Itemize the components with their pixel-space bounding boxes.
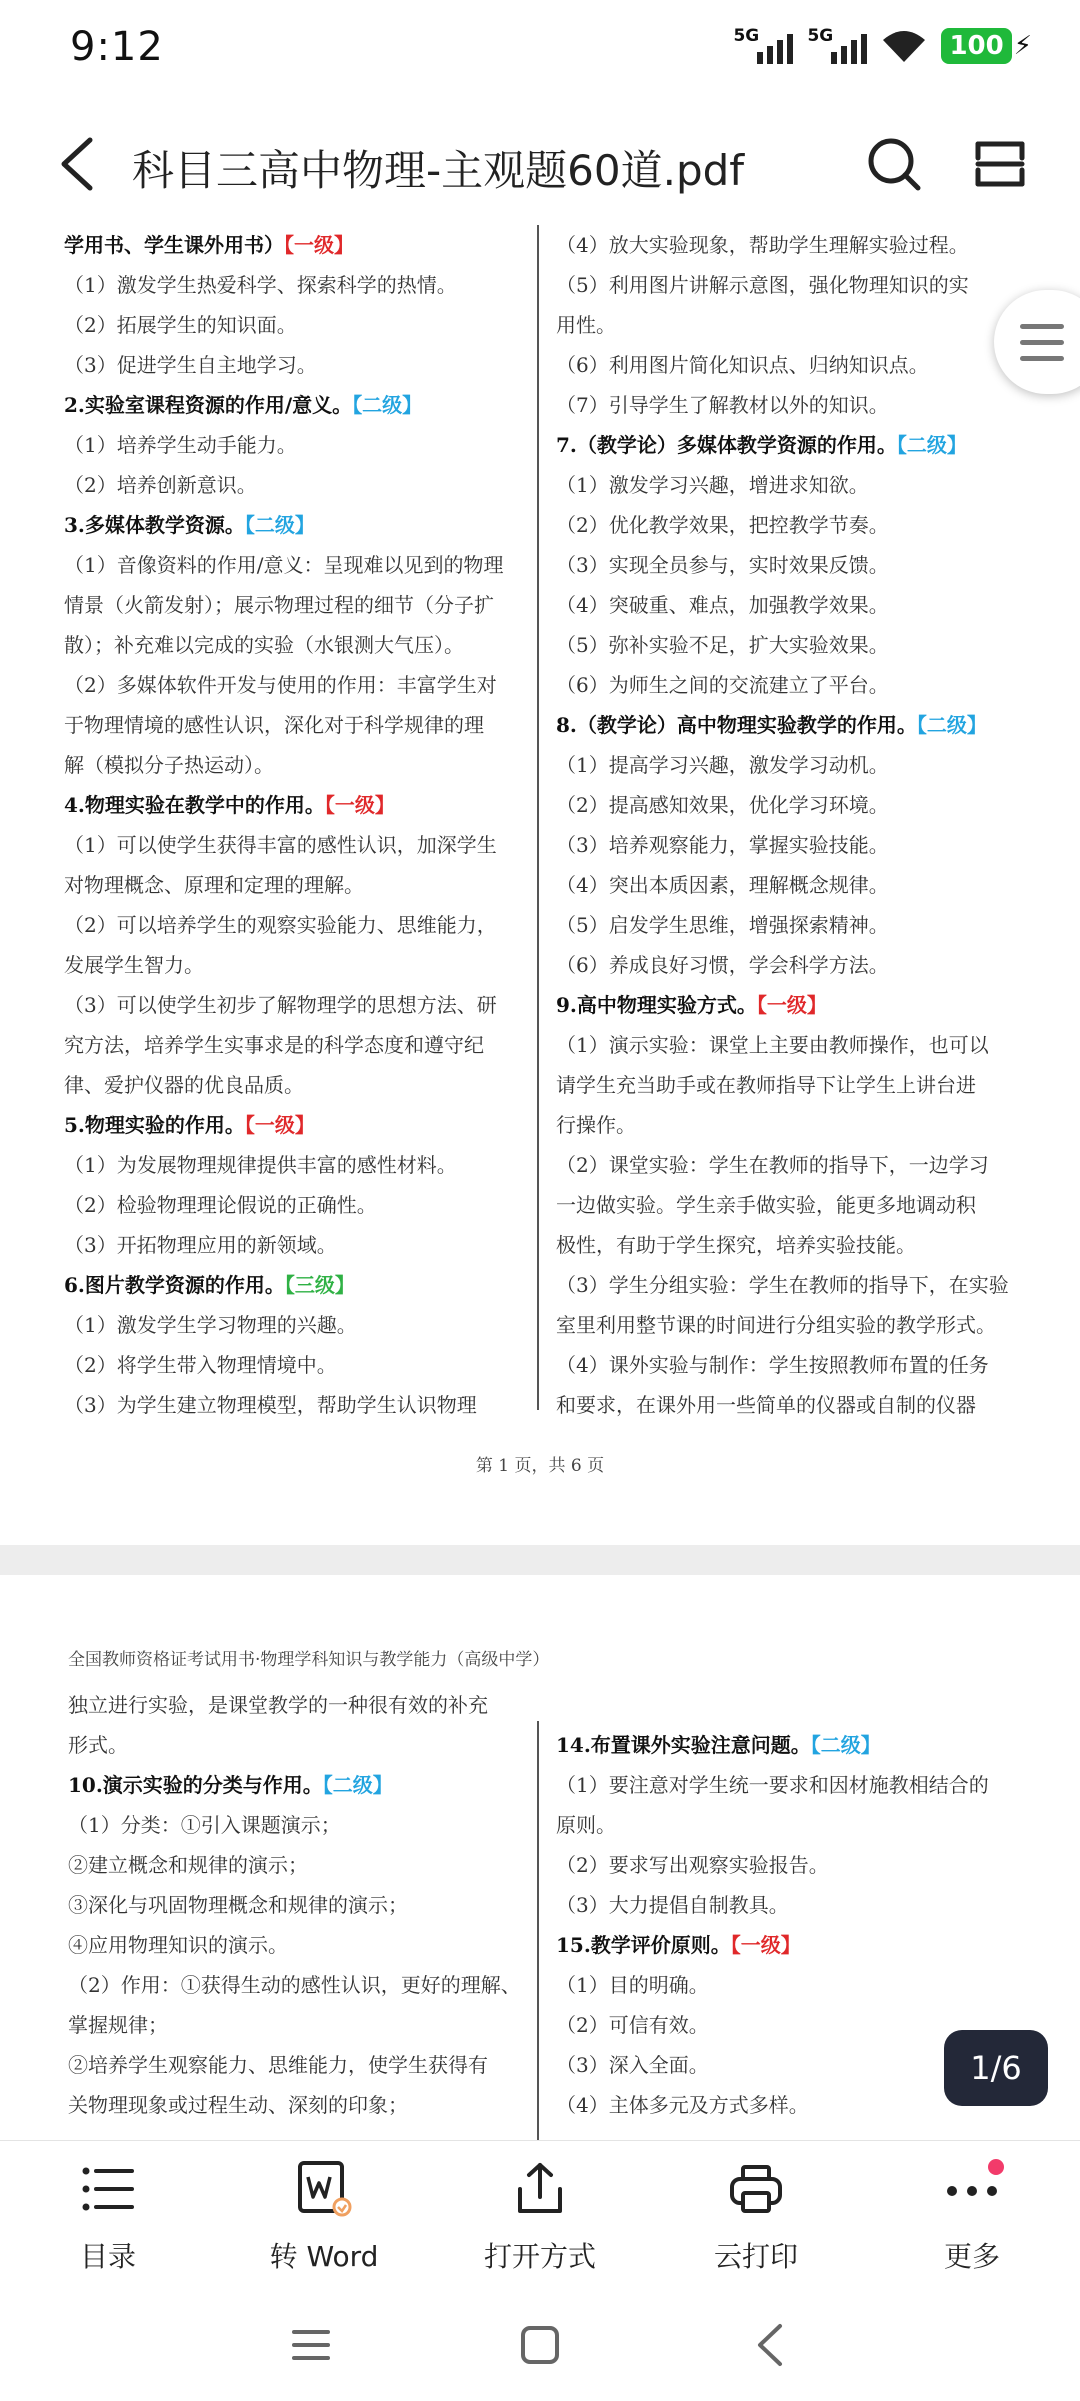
- line-text: 14.布置课外实验注意问题。: [556, 1733, 811, 1757]
- text-line: [556, 1225, 1026, 1265]
- text-line: [556, 585, 1026, 625]
- line-text: ②建立概念和规律的演示；: [68, 1853, 308, 1877]
- line-text: （2）课堂实验：学生在教师的指导下，一边学习: [556, 1153, 989, 1177]
- question-heading: [556, 1725, 1026, 1765]
- line-text: （1）音像资料的作用/意义：呈现难以见到的物理: [64, 553, 504, 577]
- level-tag: 【二级】: [896, 433, 967, 457]
- charging-icon: ⚡: [1013, 31, 1032, 61]
- wifi-icon: [881, 28, 927, 64]
- text-line: [64, 425, 526, 465]
- share-upload-icon: [510, 2159, 570, 2219]
- column-divider: [537, 225, 539, 1410]
- line-text: （1）目的明确。: [556, 1973, 709, 1997]
- level-tag: 【二级】: [916, 713, 987, 737]
- text-line: [64, 305, 526, 345]
- line-text: （5）启发学生思维，增强探索精神。: [556, 913, 889, 937]
- line-text: 对物理概念、原理和定理的理解。: [64, 873, 364, 897]
- sim1-label: 5G: [733, 26, 760, 46]
- line-text: （3）开拓物理应用的新领域。: [64, 1233, 337, 1257]
- text-line: [556, 1845, 1026, 1885]
- printer-icon: [726, 2159, 786, 2219]
- question-heading: [556, 705, 1026, 745]
- line-text: （2）可以培养学生的观察实验能力、思维能力，: [64, 913, 497, 937]
- text-line: [68, 1925, 530, 1965]
- text-line: [64, 665, 526, 705]
- text-line: [64, 545, 526, 585]
- toc-button[interactable]: [28, 2159, 188, 2284]
- fold-screen-icon[interactable]: [974, 138, 1026, 190]
- text-line: [64, 865, 526, 905]
- text-line: [556, 1345, 1026, 1385]
- question-heading: [64, 1105, 526, 1145]
- recent-apps-icon[interactable]: [286, 2320, 336, 2370]
- line-text: 极性，有助于学生探究，培养实验技能。: [556, 1233, 916, 1257]
- text-line: [64, 1225, 526, 1265]
- line-text: 3.多媒体教学资源。: [64, 513, 245, 537]
- text-line: [64, 1065, 526, 1105]
- line-text: 用性。: [556, 313, 616, 337]
- page-footer: 第 1 页，共 6 页: [475, 1456, 605, 1476]
- column-divider: [537, 1721, 539, 2140]
- line-text: （2）多媒体软件开发与使用的作用：丰富学生对: [64, 673, 497, 697]
- line-text: 9.高中物理实验方式。: [556, 993, 757, 1017]
- line-text: （1）分类：①引入课题演示；: [68, 1813, 341, 1837]
- line-text: （5）利用图片讲解示意图，强化物理知识的实: [556, 273, 969, 297]
- text-line: [556, 945, 1026, 985]
- text-line: [64, 585, 526, 625]
- line-text: （1）激发学习兴趣，增进求知欲。: [556, 473, 869, 497]
- line-text: （6）为师生之间的交流建立了平台。: [556, 673, 889, 697]
- line-text: 2.实验室课程资源的作用/意义。: [64, 393, 353, 417]
- level-tag: 【二级】: [352, 393, 423, 417]
- text-line: [556, 545, 1026, 585]
- level-tag: 【一级】: [244, 1113, 315, 1137]
- status-bar: [0, 0, 1080, 100]
- line-text: 室里利用整节课的时间进行分组实验的教学形式。: [556, 1313, 996, 1337]
- line-text: （1）要注意对学生统一要求和因材施教相结合的: [556, 1773, 989, 1797]
- text-line: [556, 865, 1026, 905]
- page-indicator: 1/6: [944, 2030, 1048, 2106]
- text-line: [64, 1385, 526, 1425]
- text-line: [68, 1845, 530, 1885]
- text-line: [556, 1885, 1026, 1925]
- page1-right-column: [556, 225, 1026, 1425]
- sim2-label: 5G: [807, 26, 834, 46]
- level-tag: 【一级】: [730, 1933, 801, 1957]
- line-text: （1）演示实验：课堂上主要由教师操作，也可以: [556, 1033, 989, 1057]
- status-icons: [733, 26, 1032, 66]
- open-with-label: 打开方式: [483, 2240, 596, 2273]
- line-text: 关物理现象或过程生动、深刻的印象；: [68, 2093, 408, 2117]
- line-text: （2）作用：①获得生动的感性认识，更好的理解、: [68, 1973, 521, 1997]
- question-heading: [556, 1925, 1026, 1965]
- line-text: ③深化与巩固物理概念和规律的演示；: [68, 1893, 408, 1917]
- line-text: 独立进行实验，是课堂教学的一种很有效的补充: [68, 1693, 488, 1717]
- line-text: （2）可信有效。: [556, 2013, 709, 2037]
- line-text: （5）弥补实验不足，扩大实验效果。: [556, 633, 889, 657]
- line-text: 和要求，在课外用一些简单的仪器或自制的仪器: [556, 1393, 976, 1417]
- text-line: [556, 1065, 1026, 1105]
- more-label: 更多: [943, 2240, 1000, 2273]
- back-arrow-icon[interactable]: [56, 136, 100, 192]
- app-bar: [0, 100, 1080, 225]
- line-text: （1）提高学习兴趣，激发学习动机。: [556, 753, 889, 777]
- line-text: （2）要求写出观察实验报告。: [556, 1853, 829, 1877]
- text-line: [64, 945, 526, 985]
- line-text: 请学生充当助手或在教师指导下让学生上讲台进: [556, 1073, 976, 1097]
- line-text: [556, 1693, 562, 1717]
- level-tag: 【三级】: [284, 1273, 355, 1297]
- text-line: [556, 1185, 1026, 1225]
- level-tag: 【一级】: [756, 993, 827, 1017]
- pdf-page-1: [0, 225, 1080, 1545]
- line-text: （2）培养创新意识。: [64, 473, 257, 497]
- battery-icon: [941, 28, 1032, 64]
- text-line: [556, 1305, 1026, 1345]
- text-line: [64, 985, 526, 1025]
- line-text: （3）深入全面。: [556, 2053, 709, 2077]
- text-line: [68, 1965, 530, 2005]
- signal-5g-icon: [733, 26, 793, 66]
- text-line: [556, 465, 1026, 505]
- line-text: 5.物理实验的作用。: [64, 1113, 245, 1137]
- open-with-button[interactable]: [460, 2159, 620, 2284]
- text-line: [556, 1765, 1026, 1805]
- level-tag: 【二级】: [322, 1773, 393, 1797]
- list-icon: [78, 2159, 138, 2219]
- line-text: 于物理情境的感性认识，深化对于科学规律的理: [64, 713, 484, 737]
- home-icon[interactable]: [515, 2320, 565, 2370]
- level-tag: 【二级】: [810, 1733, 881, 1757]
- line-text: （1）培养学生动手能力。: [64, 433, 297, 457]
- text-line: [556, 825, 1026, 865]
- line-text: （1）激发学生学习物理的兴趣。: [64, 1313, 357, 1337]
- text-line: [64, 745, 526, 785]
- line-text: （2）拓展学生的知识面。: [64, 313, 297, 337]
- line-text: 行操作。: [556, 1113, 636, 1137]
- text-line: [556, 905, 1026, 945]
- text-line: [556, 1025, 1026, 1065]
- text-line: [556, 385, 1026, 425]
- text-line: [68, 1685, 530, 1725]
- line-text: （3）学生分组实验：学生在教师的指导下，在实验: [556, 1273, 1009, 1297]
- system-nav-bar: [0, 2290, 1080, 2401]
- line-text: 10.演示实验的分类与作用。: [68, 1773, 323, 1797]
- text-line: [556, 305, 1026, 345]
- level-tag: 【二级】: [244, 513, 315, 537]
- line-text: 15.教学评价原则。: [556, 1933, 731, 1957]
- text-line: [556, 225, 1026, 265]
- text-line: [64, 465, 526, 505]
- question-heading: [64, 225, 526, 265]
- text-line: [64, 345, 526, 385]
- line-text: （6）养成良好习惯，学会科学方法。: [556, 953, 889, 977]
- text-line: [556, 745, 1026, 785]
- level-tag: 【一级】: [284, 233, 354, 257]
- text-line: [64, 705, 526, 745]
- line-text: 4.物理实验在教学中的作用。: [64, 793, 325, 817]
- text-line: [64, 1345, 526, 1385]
- text-line: [68, 2005, 530, 2045]
- more-button[interactable]: [892, 2159, 1052, 2284]
- text-line: [556, 1265, 1026, 1305]
- question-heading: [64, 505, 526, 545]
- line-text: （2）检验物理理论假说的正确性。: [64, 1193, 377, 1217]
- question-heading: [68, 1765, 530, 1805]
- line-text: （1）可以使学生获得丰富的感性认识，加深学生: [64, 833, 497, 857]
- text-line: [68, 1725, 530, 1765]
- line-text: 8.（教学论）高中物理实验教学的作用。: [556, 713, 917, 737]
- page1-left-column: [64, 225, 526, 1425]
- question-heading: [556, 985, 1026, 1025]
- text-line: [556, 1105, 1026, 1145]
- text-line: [68, 2045, 530, 2085]
- question-heading: [64, 1265, 526, 1305]
- line-text: 7.（教学论）多媒体教学资源的作用。: [556, 433, 897, 457]
- line-text: 6.图片教学资源的作用。: [64, 1273, 285, 1297]
- text-line: [68, 1885, 530, 1925]
- text-line: [556, 265, 1026, 305]
- question-heading: [556, 425, 1026, 465]
- battery-level: 100: [941, 28, 1011, 64]
- line-text: （3）促进学生自主地学习。: [64, 353, 317, 377]
- line-text: （4）突破重、难点，加强教学效果。: [556, 593, 889, 617]
- text-line: [556, 665, 1026, 705]
- line-text: 发展学生智力。: [64, 953, 204, 977]
- question-heading: [64, 385, 526, 425]
- line-text: （4）突出本质因素，理解概念规律。: [556, 873, 889, 897]
- back-icon[interactable]: [746, 2320, 796, 2370]
- line-text: 解（模拟分子热运动）。: [64, 753, 274, 777]
- line-text: ②培养学生观察能力、思维能力，使学生获得有: [68, 2053, 488, 2077]
- text-line: [64, 1305, 526, 1345]
- text-line: [556, 345, 1026, 385]
- line-text: 律、爱护仪器的优良品质。: [64, 1073, 304, 1097]
- line-text: （3）为学生建立物理模型，帮助学生认识物理: [64, 1393, 477, 1417]
- line-text: 究方法，培养学生实事求是的科学态度和遵守纪: [64, 1033, 484, 1057]
- line-text: （3）培养观察能力，掌握实验技能。: [556, 833, 889, 857]
- line-text: （4）主体多元及方式多样。: [556, 2093, 809, 2117]
- page2-left-column: [68, 1685, 530, 2125]
- level-tag: 【一级】: [324, 793, 395, 817]
- line-text: （4）课外实验与制作：学生按照教师布置的任务: [556, 1353, 989, 1377]
- page-header: 全国教师资格证考试用书·物理学科知识与教学能力（高级中学）: [68, 1650, 550, 1670]
- line-text: 散）；补充难以完成的实验（水银测大气压）。: [64, 633, 464, 657]
- line-text: 掌握规律；: [68, 2013, 168, 2037]
- line-text: （7）引导学生了解教材以外的知识。: [556, 393, 889, 417]
- notification-dot: [988, 2159, 1004, 2175]
- line-text: 原则。: [556, 1813, 616, 1837]
- question-heading: [64, 785, 526, 825]
- line-text: （1）激发学生热爱科学、探索科学的热情。: [64, 273, 457, 297]
- text-line: [556, 1685, 1026, 1725]
- text-line: [68, 1805, 530, 1845]
- text-line: [556, 1965, 1026, 2005]
- line-text: （3）实现全员参与，实时效果反馈。: [556, 553, 889, 577]
- convert-word-label: 转 Word: [269, 2240, 379, 2273]
- line-text: 形式。: [68, 1733, 128, 1757]
- line-text: （6）利用图片简化知识点、归纳知识点。: [556, 353, 929, 377]
- cloud-print-button[interactable]: [676, 2159, 836, 2284]
- text-line: [64, 625, 526, 665]
- convert-word-button[interactable]: [244, 2159, 404, 2284]
- line-text: （2）提高感知效果，优化学习环境。: [556, 793, 889, 817]
- search-icon[interactable]: [866, 136, 922, 192]
- text-line: [556, 1145, 1026, 1185]
- line-text: （4）放大实验现象，帮助学生理解实验过程。: [556, 233, 969, 257]
- signal-5g-icon: [807, 26, 867, 66]
- text-line: [556, 625, 1026, 665]
- text-line: [64, 1145, 526, 1185]
- line-text: （3）可以使学生初步了解物理学的思想方法、研: [64, 993, 497, 1017]
- text-line: [64, 1185, 526, 1225]
- text-line: [556, 505, 1026, 545]
- text-line: [64, 1025, 526, 1065]
- line-text: ④应用物理知识的演示。: [68, 1933, 288, 1957]
- line-text: 学用书、学生课外用书）: [64, 233, 284, 257]
- text-line: [556, 1805, 1026, 1845]
- text-line: [64, 905, 526, 945]
- text-line: [68, 2085, 530, 2125]
- pdf-page-2: [0, 1575, 1080, 2140]
- line-text: （2）优化教学效果，把控教学节奏。: [556, 513, 889, 537]
- word-convert-icon: [294, 2159, 354, 2219]
- cloud-print-label: 云打印: [713, 2240, 798, 2273]
- line-text: 情景（火箭发射）；展示物理过程的细节（分子扩: [64, 593, 494, 617]
- line-text: （2）将学生带入物理情境中。: [64, 1353, 337, 1377]
- pdf-viewer[interactable]: [0, 225, 1080, 2140]
- document-title: 科目三高中物理-主观题60道.pdf: [132, 146, 745, 195]
- status-time: 9:12: [70, 24, 164, 70]
- text-line: [556, 785, 1026, 825]
- line-text: 一边做实验。学生亲手做实验，能更多地调动积: [556, 1193, 976, 1217]
- text-line: [64, 825, 526, 865]
- bottom-toolbar: [0, 2140, 1080, 2290]
- line-text: （1）为发展物理规律提供丰富的感性材料。: [64, 1153, 457, 1177]
- text-line: [556, 1385, 1026, 1425]
- line-text: （3）大力提倡自制教具。: [556, 1893, 789, 1917]
- toc-label: 目录: [79, 2240, 136, 2273]
- text-line: [64, 265, 526, 305]
